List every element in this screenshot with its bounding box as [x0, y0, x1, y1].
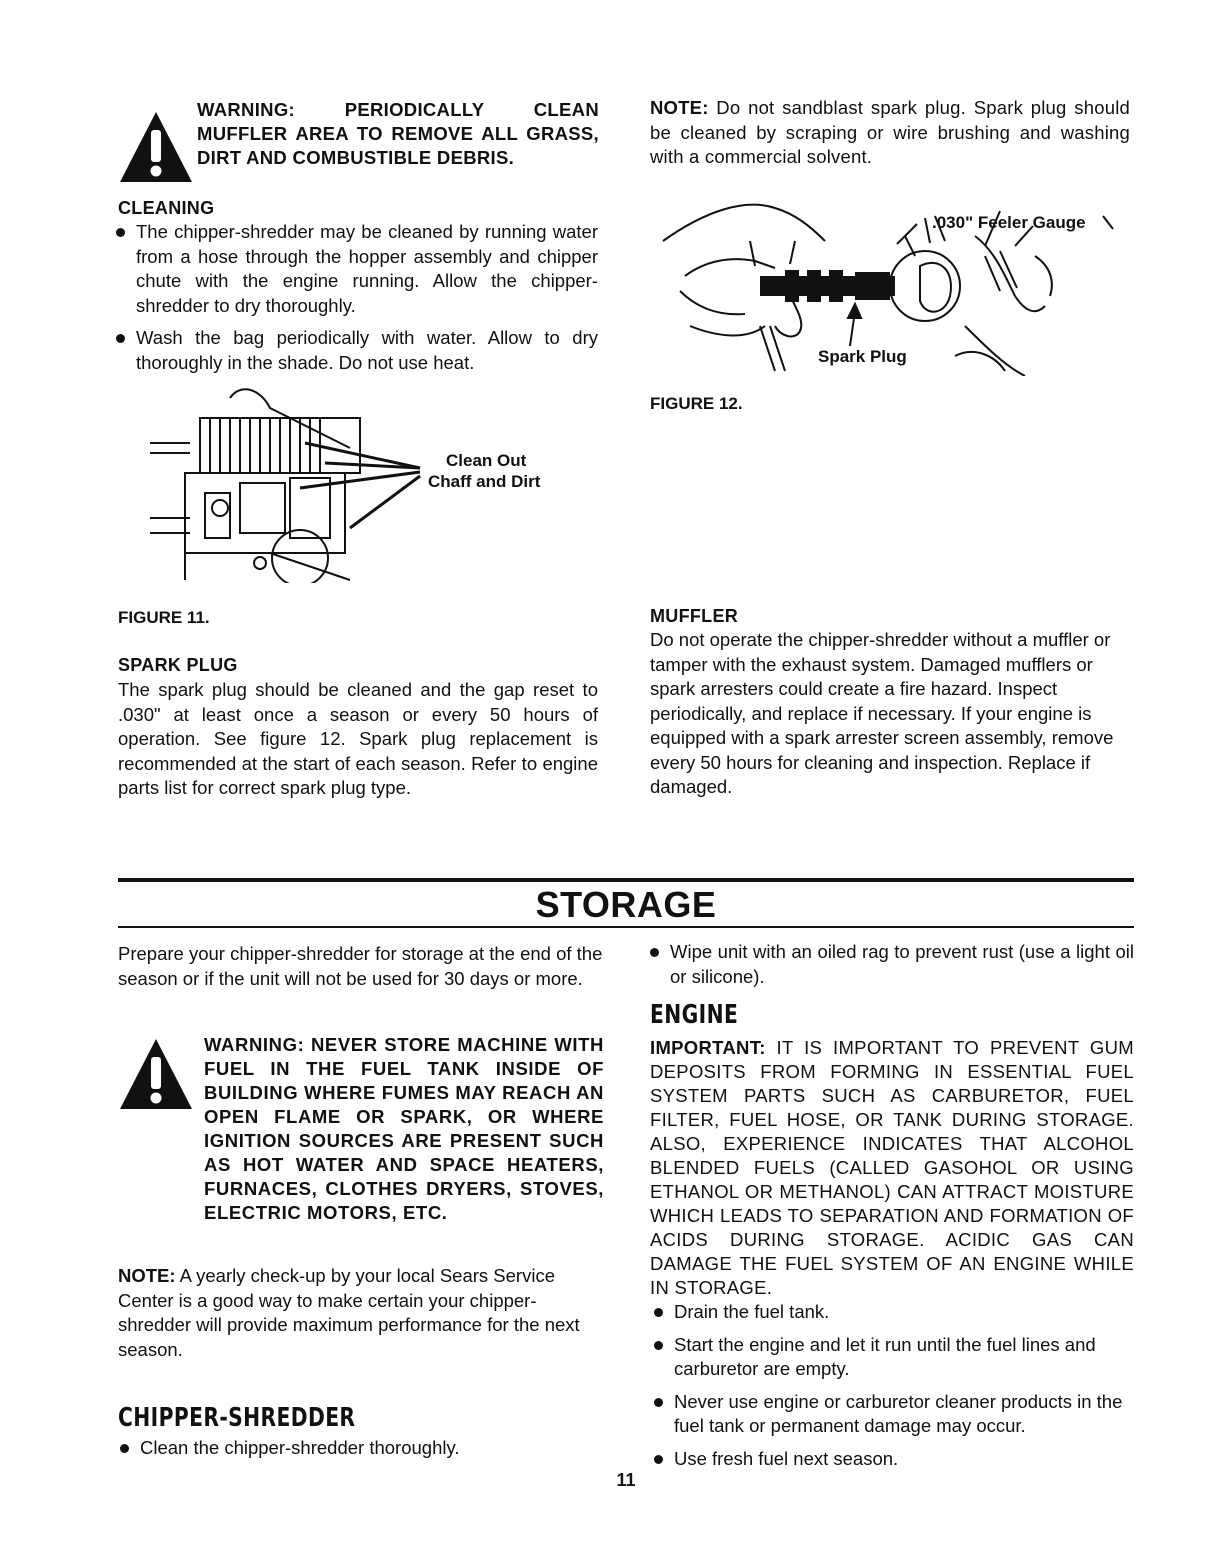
list-item: Never use engine or carburetor cleaner products in the fuel tank or permanent damage may occur.: [652, 1390, 1138, 1439]
spark-plug-text: The spark plug should be cleaned and the gap reset to .030" at least once a season or every 50 hours of operation. See figure 12. Spark plug replacement is recommended at the start of each season. Refer to engine parts list for correct spark plug type.: [118, 679, 598, 798]
storage-intro: Prepare your chipper-shredder for storage at the end of the season or if the unit will not be used for 30 days or more.: [118, 943, 603, 989]
list-item: Drain the fuel tank.: [652, 1300, 1138, 1325]
spark-plug-callout: Spark Plug: [818, 347, 907, 366]
important-text: IT IS IMPORTANT TO PREVENT GUM DEPOSITS FROM FORMING IN ESSENTIAL FUEL SYSTEM PARTS SUCH AS CARBURETOR, FUEL FILTER, FUEL HOSE, OR TANK DURING STORAGE. ALSO, EXPERIENCE INDICATES THAT ALCOHOL BLENDED FUELS (CALLED GASOHOL OR USING ETHANOL OR METHANOL) CAN ATTRACT MOISTURE WHICH LEADS TO SEPARATION AND FORMATION OF ACIDS DURING STORAGE. ACIDIC GAS CAN DAMAGE THE FUEL SYSTEM OF AN ENGINE WHILE IN STORAGE.: [650, 1037, 1134, 1298]
list-item: Clean the chipper-shredder thoroughly.: [118, 1436, 602, 1461]
important-label: IMPORTANT:: [650, 1037, 766, 1058]
page-number: 11: [616, 1470, 636, 1490]
figure-11-engine-illustration: [150, 388, 560, 583]
warning-triangle-icon: [118, 108, 194, 184]
figure-11-label: FIGURE 11.: [118, 608, 210, 627]
note-text: Do not sandblast spark plug. Spark plug should be cleaned by scraping or wire brushing and washing with a commercial solvent.: [650, 97, 1130, 167]
cleaning-list: [114, 220, 598, 383]
storage-note: [118, 1264, 606, 1362]
chipper-shredder-list: [118, 1436, 602, 1469]
list-item: Start the engine and let it run until the fuel lines and carburetor are empty.: [652, 1333, 1138, 1382]
storage-rule-bottom: [118, 926, 1134, 928]
muffler-text: Do not operate the chipper-shredder without a muffler or tamper with the exhaust system. Damaged mufflers or spark arresters could create a fire hazard. Inspect periodically, and replace if necessary. If your engine is equipped with a spark arrester screen assembly, remove every 50 hours for cleaning and inspection. Replace if damaged.: [650, 629, 1114, 797]
cleaning-heading: CLEANING: [118, 198, 215, 218]
list-item: The chipper-shredder may be cleaned by running water from a hose through the hopper assembly and chipper chute with the engine running. Allow the chipper-shredder to dry thoroughly.: [114, 220, 598, 318]
note-text: A yearly check-up by your local Sears Service Center is a good way to make certain your chipper-shredder will provide maximum performance for the next season.: [118, 1265, 580, 1360]
figure-11-callout-line1: Clean Out: [446, 451, 527, 470]
figure-12-spark-plug-illustration: [655, 196, 1125, 376]
storage-warning: WARNING: NEVER STORE MACHINE WITH FUEL IN THE FUEL TANK INSIDE OF BUILDING WHERE FUMES MAY REACH AN OPEN FLAME OR SPARK, OR WHERE IGNITION SOURCES ARE PRESENT SUCH AS HOT WATER AND SPACE HEATERS, FURNACES, CLOTHES DRYERS, STOVES, ELECTRIC MOTORS, ETC.: [204, 1034, 604, 1223]
storage-rule-top: [118, 878, 1134, 882]
figure-12-label: FIGURE 12.: [650, 394, 743, 413]
engine-important-text: [650, 1036, 1134, 1300]
spark-plug-note: [650, 96, 1130, 170]
wipe-list: [648, 940, 1134, 997]
storage-title: STORAGE: [535, 884, 717, 925]
warning-triangle-icon: [118, 1035, 194, 1111]
engine-heading: ENGINE: [650, 1000, 739, 1030]
muffler-warning: WARNING: PERIODICALLY CLEAN MUFFLER AREA TO REMOVE ALL GRASS, DIRT AND COMBUSTIBLE DEBRIS.: [197, 99, 599, 168]
note-label: NOTE:: [650, 97, 709, 118]
engine-list: [652, 1300, 1138, 1479]
figure-11-callout-line2: Chaff and Dirt: [428, 472, 541, 491]
list-item: Wash the bag periodically with water. Allow to dry thoroughly in the shade. Do not use heat.: [114, 326, 598, 375]
list-item: Wipe unit with an oiled rag to prevent rust (use a light oil or silicone).: [648, 940, 1134, 989]
note-label: NOTE:: [118, 1265, 176, 1286]
muffler-heading: MUFFLER: [650, 606, 739, 626]
spark-plug-heading: SPARK PLUG: [118, 655, 238, 675]
chipper-shredder-heading: CHIPPER-SHREDDER: [118, 1403, 356, 1433]
list-item: Use fresh fuel next season.: [652, 1447, 1138, 1472]
feeler-gauge-callout: .030" Feeler Gauge: [932, 213, 1086, 232]
